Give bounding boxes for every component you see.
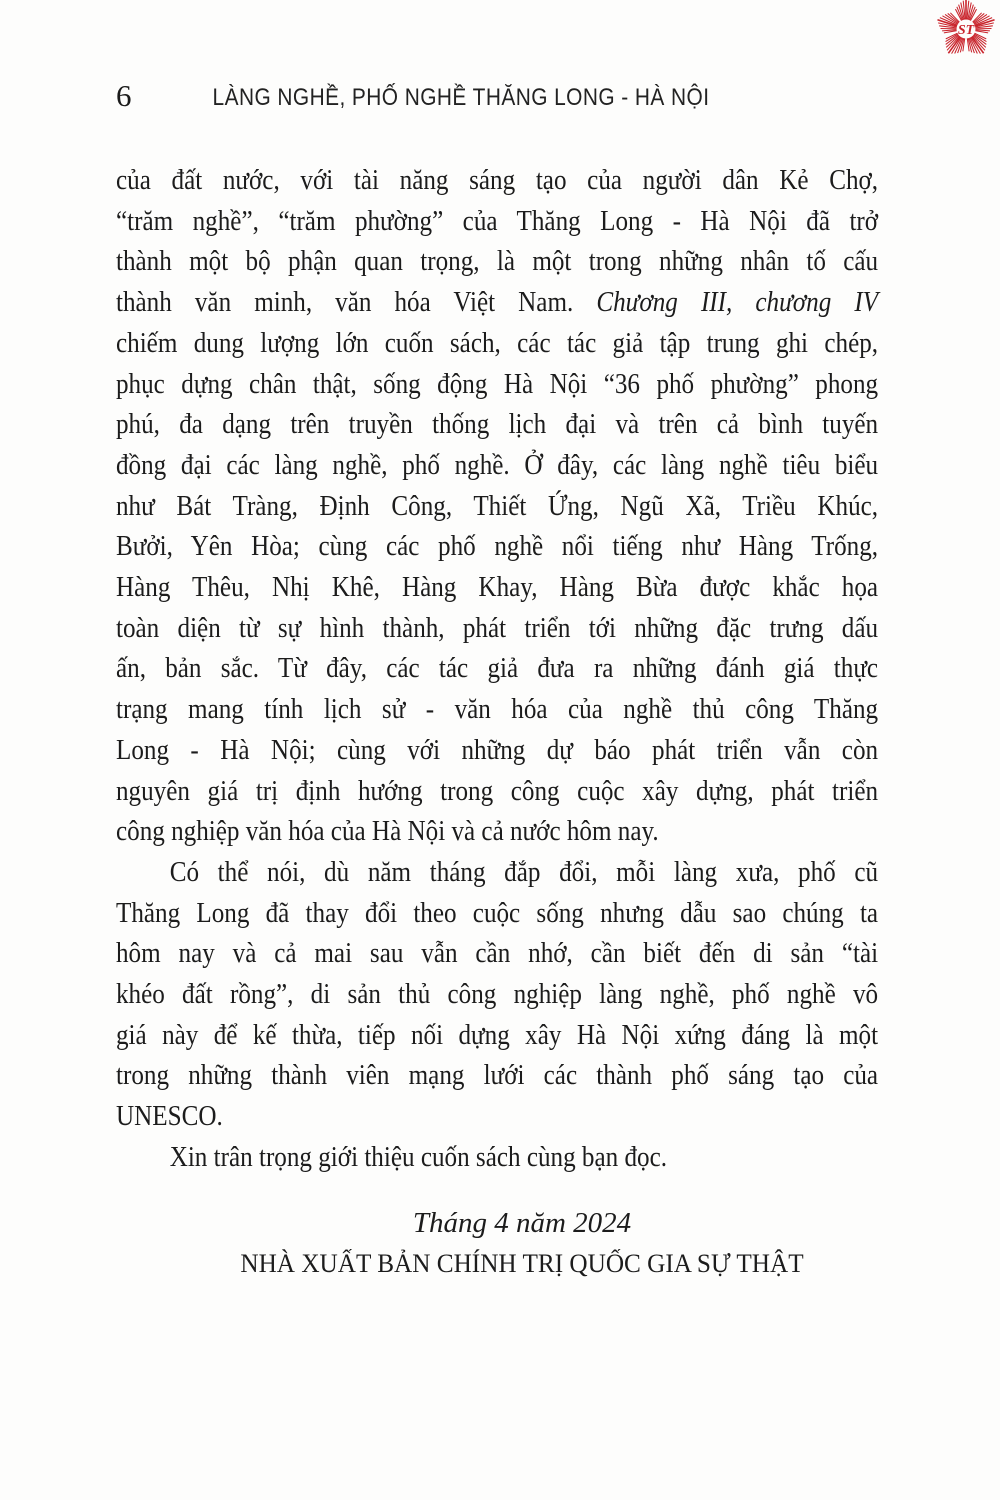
body-line bbox=[116, 282, 878, 323]
body-line bbox=[116, 648, 878, 689]
body-run: đồng đại các làng nghề, phố nghề. Ở đây, các làng nghề tiêu biểu bbox=[116, 448, 879, 481]
body-line bbox=[116, 608, 878, 649]
running-title: LÀNG NGHỀ, PHỐ NGHỀ THĂNG LONG - HÀ NỘI bbox=[212, 84, 710, 111]
body-line bbox=[116, 404, 878, 445]
body-run: Xin trân trọng giới thiệu cuốn sách cùng bạn đọc. bbox=[169, 1140, 668, 1173]
body-run: Thăng Long đã thay đổi theo cuộc sống nhưng dẫu sao chúng ta bbox=[116, 896, 879, 929]
publisher-logo-icon bbox=[932, 0, 998, 64]
body-run: chiếm dung lượng lớn cuốn sách, các tác giả tập trung ghi chép, bbox=[116, 326, 879, 359]
publisher-line: NHÀ XUẤT BẢN CHÍNH TRỊ QUỐC GIA SỰ THẬT bbox=[240, 1249, 804, 1278]
body-run: trạng mang tính lịch sử - văn hóa của nghề thủ công Thăng bbox=[116, 693, 879, 726]
body-run: thành một bộ phận quan trọng, là một trong những nhân tố cấu bbox=[116, 245, 879, 278]
body-line bbox=[116, 771, 878, 812]
logo-monogram: ST bbox=[957, 23, 975, 38]
body-run: như Bát Tràng, Định Công, Thiết Ứng, Ngũ Xã, Triều Khúc, bbox=[116, 489, 879, 522]
body-line bbox=[116, 201, 878, 242]
body-run: của đất nước, với tài năng sáng tạo của người dân Kẻ Chợ, bbox=[116, 164, 879, 196]
body-line bbox=[116, 730, 878, 771]
body-run: phú, đa dạng trên truyền thống lịch đại và trên cả bình tuyến bbox=[116, 408, 879, 441]
body-line bbox=[116, 323, 878, 364]
body-line bbox=[116, 1015, 878, 1056]
body-run: công nghiệp văn hóa của Hà Nội và cả nước hôm nay. bbox=[116, 815, 659, 848]
body-run: Long - Hà Nội; cùng với những dự báo phát triển vẫn còn bbox=[116, 733, 879, 766]
body-line bbox=[116, 1137, 878, 1178]
body-run: “trăm nghề”, “trăm phường” của Thăng Long - Hà Nội đã trở bbox=[116, 204, 879, 237]
body-run: Bưởi, Yên Hòa; cùng các phố nghề nổi tiếng như Hàng Trống, bbox=[116, 530, 879, 563]
page-number: 6 bbox=[116, 78, 132, 113]
body-line bbox=[116, 241, 878, 282]
body-run: ấn, bản sắc. Từ đây, các tác giả đưa ra những đánh giá thực bbox=[116, 652, 879, 685]
body-text bbox=[116, 160, 878, 1178]
body-run: trong những thành viên mạng lưới các thành phố sáng tạo của bbox=[116, 1059, 879, 1092]
body-line bbox=[116, 1055, 878, 1096]
body-run: toàn diện từ sự hình thành, phát triển tới những đặc trưng dấu bbox=[116, 611, 879, 644]
body-run: Có thể nói, dù năm tháng đắp đổi, mỗi làng xưa, phố cũ bbox=[169, 855, 879, 888]
body-run-italic: Chương III, chương IV bbox=[596, 286, 879, 319]
body-line bbox=[116, 1096, 878, 1137]
body-line bbox=[116, 689, 878, 730]
body-line bbox=[116, 445, 878, 486]
body-line bbox=[116, 852, 878, 893]
body-line bbox=[116, 974, 878, 1015]
body-line bbox=[116, 933, 878, 974]
body-run: UNESCO. bbox=[116, 1100, 223, 1133]
body-run: hôm nay và cả mai sau vẫn cần nhớ, cần biết đến di sản “tài bbox=[116, 937, 879, 970]
body-line bbox=[116, 567, 878, 608]
body-line bbox=[116, 526, 878, 567]
body-run: Hàng Thêu, Nhị Khê, Hàng Khay, Hàng Bừa được khắc họa bbox=[116, 571, 879, 604]
body-run: khéo đất rồng”, di sản thủ công nghiệp làng nghề, phố nghề vô bbox=[116, 978, 879, 1011]
body-run: phục dựng chân thật, sống động Hà Nội “36 phố phường” phong bbox=[116, 367, 879, 400]
body-run: giá này để kế thừa, tiếp nối dựng xây Hà Nội xứng đáng là một bbox=[116, 1018, 879, 1051]
body-run: nguyên giá trị định hướng trong công cuộc xây dựng, phát triển bbox=[116, 774, 879, 807]
body-line bbox=[116, 893, 878, 934]
date-line: Tháng 4 năm 2024 bbox=[412, 1207, 632, 1239]
body-line bbox=[116, 811, 878, 852]
body-line bbox=[116, 486, 878, 527]
page-footer bbox=[141, 1204, 903, 1281]
body-line bbox=[116, 364, 878, 405]
body-line bbox=[116, 160, 878, 201]
body-run: thành văn minh, văn hóa Việt Nam. bbox=[116, 286, 597, 319]
